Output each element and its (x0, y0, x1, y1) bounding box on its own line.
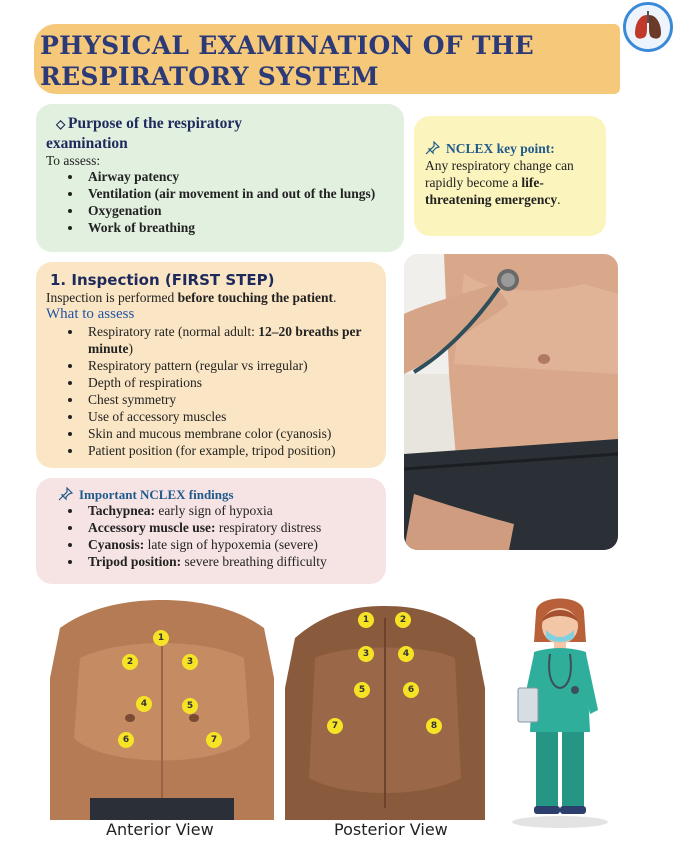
nclex-key-text: Any respiratory change can rapidly become a life-threatening emergency. (425, 158, 574, 207)
posterior-view-label: Posterior View (334, 820, 448, 839)
list-item: Cyanosis: late sign of hypoxemia (severe) (46, 536, 382, 553)
posterior-point-5: 5 (354, 682, 370, 698)
anterior-point-1: 1 (153, 630, 169, 646)
list-item: Work of breathing (46, 219, 375, 236)
list-item: Patient position (for example, tripod position) (46, 442, 382, 459)
anterior-point-4: 4 (136, 696, 152, 712)
list-item: Tripod position: severe breathing difficulty (46, 553, 382, 570)
posterior-point-4: 4 (398, 646, 414, 662)
purpose-intro: To assess: (46, 153, 101, 168)
lungs-logo-icon (623, 2, 673, 52)
posterior-point-6: 6 (403, 682, 419, 698)
findings-list (46, 502, 382, 570)
purpose-heading: ◇ Purpose of the respiratory examination (46, 115, 243, 152)
anterior-point-5: 5 (182, 698, 198, 714)
posterior-point-7: 7 (327, 718, 343, 734)
anterior-point-6: 6 (118, 732, 134, 748)
list-item: Airway patency (46, 168, 375, 185)
stethoscope-exam-photo (404, 254, 618, 550)
diamond-icon: ◇ (56, 117, 66, 131)
list-item: Tachypnea: early sign of hypoxia (46, 502, 382, 519)
inspection-list (46, 323, 382, 459)
findings-heading: Important NCLEX findings (58, 486, 234, 503)
list-item: Accessory muscle use: respiratory distress (46, 519, 382, 536)
list-item: Ventilation (air movement in and out of the lungs) (46, 185, 375, 202)
anterior-point-3: 3 (182, 654, 198, 670)
list-item: Oxygenation (46, 202, 375, 219)
list-item: Use of accessory muscles (46, 408, 382, 425)
anterior-torso-diagram (50, 598, 274, 820)
page-title-line1: PHYSICAL EXAMINATION OF THE (40, 31, 535, 60)
nclex-key-heading: NCLEX key point: (425, 140, 555, 157)
posterior-point-2: 2 (395, 612, 411, 628)
page-title (40, 30, 600, 92)
page-title-line2: RESPIRATORY SYSTEM (40, 62, 379, 91)
list-item: Chest symmetry (46, 391, 382, 408)
anterior-view-label: Anterior View (106, 820, 214, 839)
nurse-illustration-icon (500, 592, 620, 832)
pushpin-icon (58, 487, 74, 501)
anterior-point-2: 2 (122, 654, 138, 670)
list-item: Respiratory pattern (regular vs irregular) (46, 357, 382, 374)
list-item: Skin and mucous membrane color (cyanosis) (46, 425, 382, 442)
posterior-point-3: 3 (358, 646, 374, 662)
inspection-heading: 1. Inspection (FIRST STEP) (50, 271, 275, 289)
inspection-intro: Inspection is performed before touching the patient. (46, 290, 337, 305)
purpose-list (46, 168, 375, 236)
what-to-assess-heading: What to assess (46, 306, 135, 322)
pushpin-icon (425, 141, 441, 155)
posterior-torso-diagram (285, 598, 485, 820)
anterior-point-7: 7 (206, 732, 222, 748)
posterior-point-1: 1 (358, 612, 374, 628)
posterior-point-8: 8 (426, 718, 442, 734)
list-item: Depth of respirations (46, 374, 382, 391)
list-item: Respiratory rate (normal adult: 12–20 breaths per minute) (46, 323, 382, 357)
